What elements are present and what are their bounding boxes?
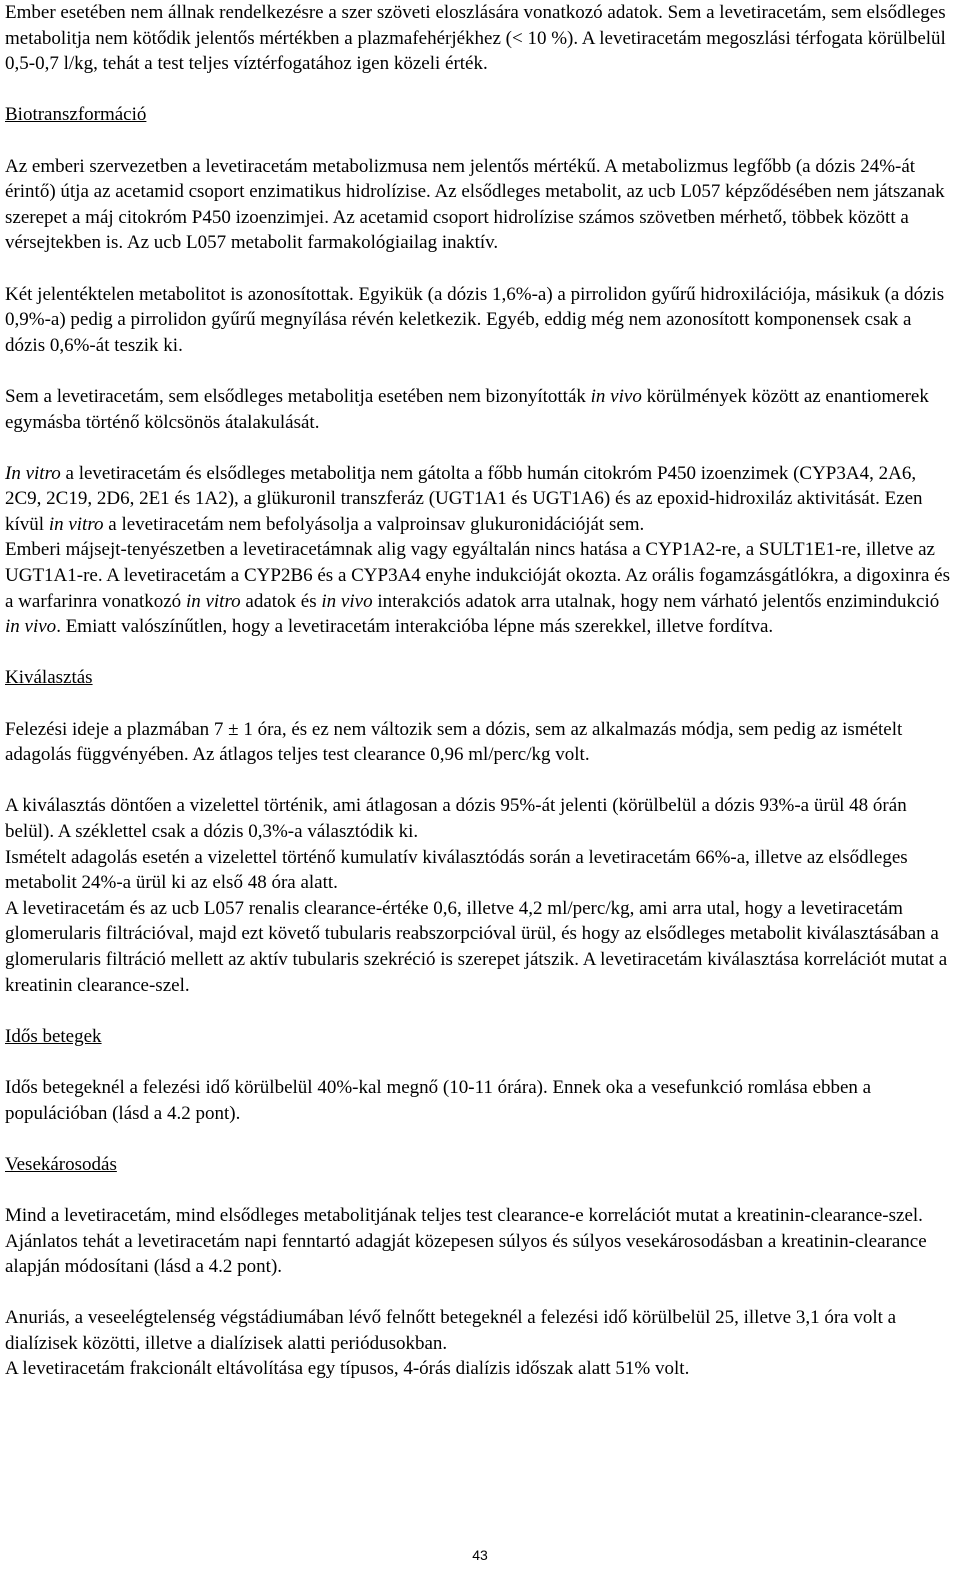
document-page (5, 0, 955, 1382)
paragraph-minor-metabolites: Két jelentéktelen metabolitot is azonosítottak. Egyikük (a dózis 1,6%-a) a pirrolidon gyűrű hidroxilációja, másikuk (a dózis 0,9%-a) pedig a pirrolidon gyűrű megnyílása révén keletkezik. Egyéb, eddig még nem azonosított komponensek csak a dózis 0,6%-át teszik ki. (5, 283, 945, 356)
paragraph-distribution: Ember esetében nem állnak rendelkezésre a szer szöveti eloszlására vonatkozó adatok. Sem a levetiracetám, sem elsődleges metabolitja nem kötődik jelentős mértékben a plazmafehérjékhez (< 10 %). A levetiracetám megoszlási térfogata körülbelül 0,5-0,7 l/kg, tehát a test teljes víztérfogatához igen közeli érték. (5, 2, 946, 75)
paragraph-urinary-excretion: A kiválasztás döntően a vizelettel történik, ami átlagosan a dózis 95%-át jelenti (körülbelül a dózis 93%-a ürül 48 órán belül). A széklettel csak a dózis 0,3%-a választódik ki. (5, 795, 907, 842)
paragraph-renal-impairment: Mind a levetiracetám, mind elsődleges metabolitjának teljes test clearance-e korrelációt mutat a kreatinin-clearance-szel. Ajánlatos tehát a levetiracetám napi fenntartó adagját közepesen súlyos és súlyos vesekárosodásban a kreatinin-clearance alapján módosítani (lásd a 4.2 pont). (5, 1204, 927, 1278)
paragraph-elderly: Idős betegeknél a felezési idő körülbelül 40%-kal megnő (10-11 órára). Ennek oka a vesefunkció romlása ebben a populációban (lásd a 4.2 pont). (5, 1076, 872, 1124)
paragraph-half-life: Felezési ideje a plazmában 7 ± 1 óra, és ez nem változik sem a dózis, sem az alkalmazás módja, sem pedig az ismételt adagolás függvényében. Az átlagos teljes test clearance 0,96 ml/perc/kg volt. (5, 718, 903, 766)
paragraph-anuria: Anuriás, a veseelégtelenség végstádiumában lévő felnőtt betegeknél a felezési idő körülbelül 25, illetve 3,1 óra volt a dialízisek közötti, illetve a dialízisek alatti periódusokban. (5, 1307, 897, 1354)
paragraph-renal-clearance: A levetiracetám és az ucb L057 renalis clearance-értéke 0,6, illetve 4,2 ml/perc/kg, ami arra utal, hogy a levetiracetám glomerularis filtrációval, majd ezt követő tubularis reabszorpcióval ürül, és hogy az elsődleges metabolit kiválasztásában a glomerularis filtráció mellett az aktív tubularis szekréció is szerepet játszik. A levetiracetám kiválasztása korrelációt mutat a kreatinin clearance-szel. (5, 897, 948, 996)
paragraph-hepatocyte: Emberi májsejt-tenyészetben a levetiracetámnak alig vagy egyáltalán nincs hatása a CYP1A2-re, a SULT1E1-re, illetve az UGT1A1-re. A levetiracetám a CYP2B6 és a CYP3A4 enyhe indukcióját okozta. Az orális fogamzásgátlókra, a digoxinra és a warfarinra vonatkozó in vitro adatok és in vivo interakciós adatok arra utalnak, hogy nem várható jelentős enzimindukció in vivo. Emiatt valószínűtlen, hogy a levetiracetám interakcióba lépne más szerekkel, illetve fordítva. (5, 539, 950, 638)
heading-biotransformation: Biotranszformáció (5, 104, 147, 126)
heading-elderly: Idős betegek (5, 1025, 102, 1047)
page-number: 43 (472, 1547, 488, 1563)
paragraph-metabolism: Az emberi szervezetben a levetiracetám metabolizmusa nem jelentős mértékű. A metabolizmus legfőbb (a dózis 24%-át érintő) útja az acetamid csoport enzimatikus hidrolízise. Az elsődleges metabolit, az ucb L057 képződésében nem játszanak szerepet a máj citokróm P450 izoenzimjei. Az acetamid csoport hidrolízise számos szövetben mérhető, többek között a vérsejtekben is. Az ucb L057 metabolit farmakológiailag inaktív. (5, 155, 945, 254)
heading-renal-impairment: Vesekárosodás (5, 1153, 117, 1175)
paragraph-enantiomers: Sem a levetiracetám, sem elsődleges metabolitja esetében nem bizonyították in vivo körülmények között az enantiomerek egymásba történő kölcsönös átalakulását. (5, 385, 929, 433)
paragraph-repeated-dosing: Ismételt adagolás esetén a vizelettel történő kumulatív kiválasztódás során a levetiracetám 66%-a, illetve az elsődleges metabolit 24%-a ürül ki az első 48 óra alatt. (5, 846, 908, 894)
heading-excretion: Kiválasztás (5, 667, 93, 689)
paragraph-in-vitro: In vitro a levetiracetám és elsődleges metabolitja nem gátolta a főbb humán citokróm P450 izoenzimek (CYP3A4, 2A6, 2C9, 2C19, 2D6, 2E1 és 1A2), a glükuronil transzferáz (UGT1A1 és UGT1A6) és az epoxid-hidroxiláz aktivitását. Ezen kívül in vitro a levetiracetám nem befolyásolja a valproinsav glukuronidációját sem. (5, 462, 923, 535)
paragraph-dialysis: A levetiracetám frakcionált eltávolítása egy típusos, 4-órás dialízis időszak alatt 51% volt. (5, 1358, 690, 1380)
